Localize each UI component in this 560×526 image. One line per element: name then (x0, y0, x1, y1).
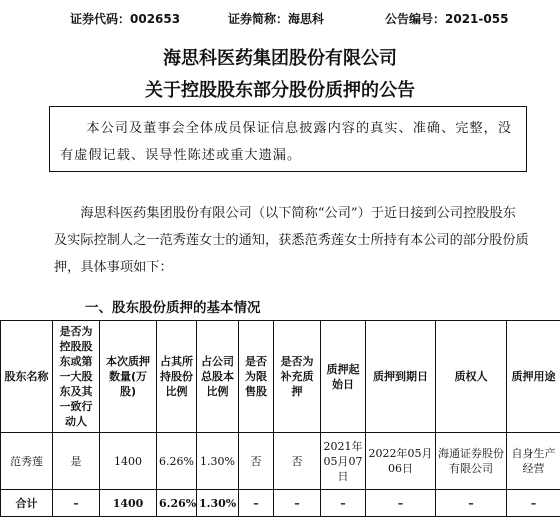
table-cell: – (507, 490, 560, 517)
section-heading: 一、股东股份质押的基本情况 (85, 300, 261, 316)
table-cell: 自身生产经营 (507, 433, 560, 490)
col-header: 质押用途 (507, 321, 560, 433)
col-header: 占公司总股本比例 (197, 321, 239, 433)
table-cell: 2021年05月07日 (321, 433, 366, 490)
table-cell: – (274, 490, 321, 517)
disclaimer-text: 本公司及董事会全体成员保证信息披露内容的真实、准确、完整，没有虚假记载、误导性陈述或重大遗漏。 (60, 121, 513, 163)
table-cell: 6.26% (157, 433, 197, 490)
table-cell: 1.30% (197, 433, 239, 490)
table-cell: 是 (53, 433, 100, 490)
table-cell: 2022年05月06日 (366, 433, 436, 490)
table-cell: – (321, 490, 366, 517)
disclaimer-box (49, 106, 527, 172)
company-title: 海思科医药集团股份有限公司 (163, 48, 397, 69)
table-cell: – (366, 490, 436, 517)
table-cell: 1.30% (197, 490, 239, 517)
table-cell: 否 (274, 433, 321, 490)
table-cell: 1400 (100, 490, 157, 517)
col-header: 是否为补充质押 (274, 321, 321, 433)
col-header: 质押到期日 (366, 321, 436, 433)
document-header (0, 10, 560, 28)
table-cell: 否 (239, 433, 274, 490)
col-header: 是否为控股股东或第一大股东及其一致行动人 (53, 321, 100, 433)
table-cell: 范秀莲 (1, 433, 53, 490)
body-text: 海思科医药集团股份有限公司（以下简称“公司”）于近日接到公司控股股东及实际控制人之一范秀莲女士的通知，获悉范秀莲女士所持有本公司的部分股份质押，具体事项如下： (54, 206, 529, 275)
col-header: 质权人 (436, 321, 507, 433)
pledge-table (0, 320, 560, 517)
table-cell: – (436, 490, 507, 517)
table-cell: 1400 (100, 433, 157, 490)
table-cell: – (53, 490, 100, 517)
col-header: 是否为限售股 (239, 321, 274, 433)
table-cell: 6.26% (157, 490, 197, 517)
col-header: 占其所持股份比例 (157, 321, 197, 433)
stock-short-name: 证券简称：海思科 (228, 12, 325, 26)
col-header: 本次质押数量(万股) (100, 321, 157, 433)
table-header-row (1, 321, 560, 433)
body-paragraph (54, 200, 529, 281)
notice-title: 关于控股股东部分股份质押的公告 (145, 80, 415, 101)
table-total-row (1, 490, 560, 517)
table-cell: 海通证券股份有限公司 (436, 433, 507, 490)
table-row (1, 433, 560, 490)
stock-code: 证券代码：002653 (70, 12, 181, 26)
notice-number: 公告编号：2021-055 (385, 12, 509, 26)
col-header: 质押起始日 (321, 321, 366, 433)
col-header: 股东名称 (1, 321, 53, 433)
table-cell: 合计 (1, 490, 53, 517)
table-cell: – (239, 490, 274, 517)
